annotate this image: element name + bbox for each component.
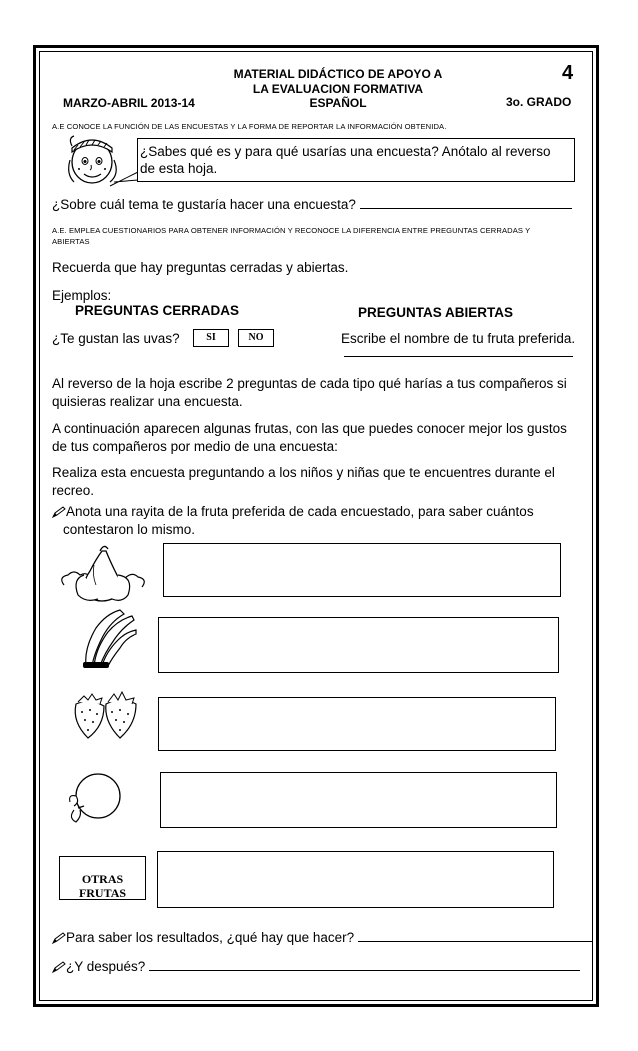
continuacion-line2: de tus compañeros por medio de una encuesta: bbox=[52, 439, 338, 454]
pencil-icon-3 bbox=[52, 961, 66, 973]
open-answer-line[interactable] bbox=[344, 346, 573, 357]
open-example: Escribe el nombre de tu fruta preferida. bbox=[341, 331, 576, 346]
tally-box-orange[interactable] bbox=[160, 772, 557, 828]
pencil-icon-2 bbox=[52, 932, 66, 944]
continuacion-line1: A continuación aparecen algunas frutas, con las que puedes conocer mejor los gustos bbox=[52, 421, 567, 436]
speech-pointer bbox=[110, 170, 140, 190]
reverso-line2: quisieras realizar una encuesta. bbox=[52, 394, 243, 409]
tally-box-pear-apple[interactable] bbox=[163, 543, 561, 597]
pear-apple-icon bbox=[58, 545, 148, 605]
despues-answer-line[interactable] bbox=[149, 958, 580, 971]
bubble-line1: ¿Sabes qué es y para qué usarías una encuesta? Anótalo al reverso bbox=[140, 144, 551, 159]
tema-question bbox=[52, 196, 572, 214]
tema-answer-line[interactable] bbox=[360, 196, 572, 209]
despues-text: ¿Y después? bbox=[66, 959, 146, 974]
anota-line2: contestaron lo mismo. bbox=[63, 522, 196, 537]
resultados-answer-line[interactable] bbox=[358, 929, 592, 942]
page-number: 4 bbox=[562, 62, 574, 84]
tema-question-text: ¿Sobre cuál tema te gustaría hacer una encuesta? bbox=[52, 197, 356, 212]
otras-frutas-label-box bbox=[59, 856, 146, 900]
orange-icon bbox=[66, 770, 126, 828]
tally-box-strawberry[interactable] bbox=[158, 697, 556, 751]
despues-question bbox=[66, 958, 580, 976]
otras-label: OTRAS bbox=[81, 872, 124, 886]
reverso-line1: Al reverso de la hoja escribe 2 preguntas de cada tipo qué harías a tus compañeros si bbox=[52, 376, 567, 391]
speech-bubble bbox=[137, 138, 575, 182]
grade-label: 3o. GRADO bbox=[506, 95, 572, 109]
realiza-line2: recreo. bbox=[52, 483, 95, 498]
header-title-line2: LA EVALUACION FORMATIVA bbox=[252, 82, 424, 96]
open-heading: PREGUNTAS ABIERTAS bbox=[358, 305, 514, 320]
resultados-text: Para saber los resultados, ¿qué hay que hacer? bbox=[66, 930, 355, 945]
banana-icon bbox=[80, 608, 140, 670]
yes-option[interactable]: SI bbox=[193, 329, 229, 347]
closed-example: ¿Te gustan las uvas? bbox=[52, 331, 180, 346]
ae-text-1: A.E CONOCE LA FUNCIÓN DE LAS ENCUESTAS Y LA FORMA DE REPORTAR LA INFORMACIÓN OBTENIDA. bbox=[52, 122, 447, 131]
ae-text-2-line1: A.E. EMPLEA CUESTIONARIOS PARA OBTENER INFORMACIÓN Y RECONOCE LA DIFERENCIA ENTRE PREGUNTAS CERRADAS Y bbox=[52, 226, 531, 235]
strawberry-icon bbox=[70, 690, 140, 742]
bubble-line2: de esta hoja. bbox=[140, 161, 218, 176]
frutas-label: FRUTAS bbox=[78, 886, 127, 900]
resultados-question bbox=[66, 929, 592, 947]
closed-heading: PREGUNTAS CERRADAS bbox=[75, 303, 240, 318]
realiza-line1: Realiza esta encuesta preguntando a los niños y niñas que te encuentres durante el bbox=[52, 465, 555, 480]
tally-box-banana[interactable] bbox=[158, 617, 559, 673]
recuerda-text: Recuerda que hay preguntas cerradas y abiertas. bbox=[52, 260, 349, 275]
period-label: MARZO-ABRIL 2013-14 bbox=[63, 96, 195, 110]
header-subject: ESPAÑOL bbox=[309, 96, 367, 110]
pencil-icon bbox=[52, 506, 66, 518]
tally-box-otras-frutas[interactable] bbox=[157, 851, 554, 908]
anota-line1: Anota una rayita de la fruta preferida de cada encuestado, para saber cuántos bbox=[66, 504, 534, 519]
ejemplos-label: Ejemplos: bbox=[52, 288, 112, 303]
ae-text-2-line2: ABIERTAS bbox=[52, 237, 90, 246]
header-title-line1: MATERIAL DIDÁCTICO DE APOYO A bbox=[233, 67, 443, 81]
no-option[interactable]: NO bbox=[238, 329, 274, 347]
